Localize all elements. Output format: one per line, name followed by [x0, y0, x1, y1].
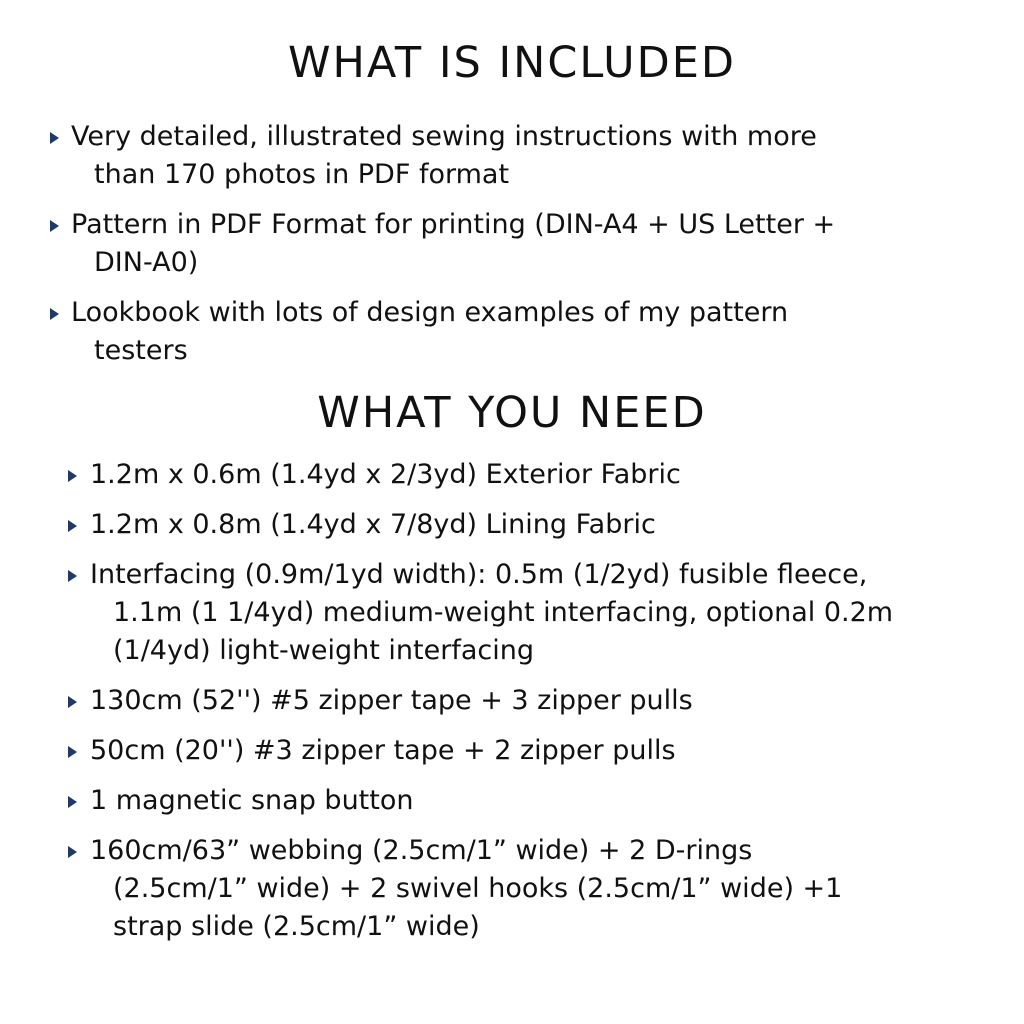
triangle-bullet-icon [68, 846, 77, 858]
item-line: 130cm (52'') #5 zipper tape + 3 zipper pulls [90, 685, 693, 716]
item-line: Very detailed, illustrated sewing instructions with more [71, 121, 817, 152]
item-line: strap slide (2.5cm/1” wide) [113, 911, 480, 942]
item-line: than 170 photos in PDF format [94, 159, 510, 190]
list-item [68, 782, 1008, 820]
need-heading: WHAT YOU NEED [317, 388, 707, 438]
list-item [50, 294, 1000, 370]
item-line: Lookbook with lots of design examples of my pattern [71, 297, 789, 328]
need-list [68, 456, 1008, 958]
triangle-bullet-icon [68, 796, 77, 808]
item-line: Interfacing (0.9m/1yd width): 0.5m (1/2yd) fusible fleece, [90, 559, 868, 590]
triangle-bullet-icon [68, 746, 77, 758]
list-item [68, 456, 1008, 494]
triangle-bullet-icon [68, 520, 77, 532]
item-line: 1.2m x 0.8m (1.4yd x 7/8yd) Lining Fabric [90, 509, 656, 540]
list-item [68, 732, 1008, 770]
item-line: Pattern in PDF Format for printing (DIN-A4 + US Letter + [71, 209, 836, 240]
triangle-bullet-icon [68, 570, 77, 582]
list-item [68, 506, 1008, 544]
item-line: 1.2m x 0.6m (1.4yd x 2/3yd) Exterior Fabric [90, 459, 681, 490]
item-line: 1.1m (1 1/4yd) medium-weight interfacing, optional 0.2m [113, 597, 894, 628]
item-line: 1 magnetic snap button [90, 785, 414, 816]
list-item [68, 682, 1008, 720]
triangle-bullet-icon [68, 470, 77, 482]
included-heading: WHAT IS INCLUDED [287, 38, 737, 88]
triangle-bullet-icon [50, 308, 59, 320]
list-item [50, 118, 1000, 194]
list-item [68, 832, 1008, 946]
included-list [50, 118, 1000, 382]
item-line: DIN-A0) [94, 247, 199, 278]
item-line: (2.5cm/1” wide) + 2 swivel hooks (2.5cm/1” wide) +1 [113, 873, 843, 904]
list-item [50, 206, 1000, 282]
item-line: 50cm (20'') #3 zipper tape + 2 zipper pulls [90, 735, 676, 766]
item-line: testers [94, 335, 188, 366]
item-line: 160cm/63” webbing (2.5cm/1” wide) + 2 D-rings [90, 835, 753, 866]
triangle-bullet-icon [68, 696, 77, 708]
triangle-bullet-icon [50, 220, 59, 232]
item-line: (1/4yd) light-weight interfacing [113, 635, 534, 666]
list-item [68, 556, 1008, 670]
triangle-bullet-icon [50, 132, 59, 144]
